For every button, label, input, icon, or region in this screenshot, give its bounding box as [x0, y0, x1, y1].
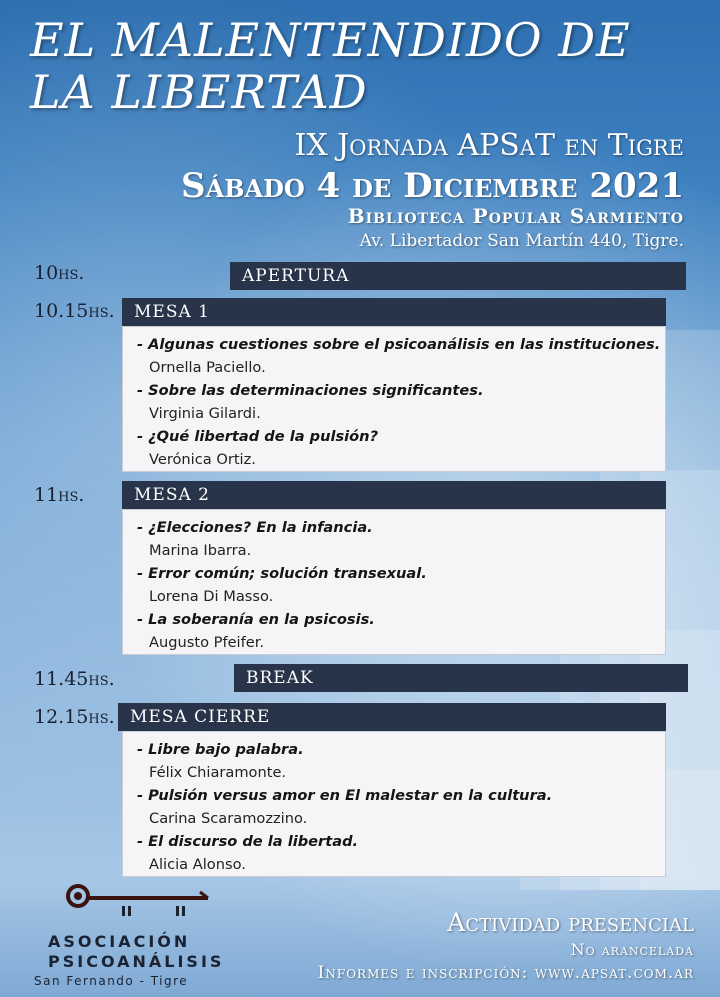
- apertura-bar: APERTURA: [230, 262, 686, 290]
- mesa-2-panel: [122, 509, 666, 655]
- info-link[interactable]: Informes e inscripción: www.apsat.com.ar: [317, 963, 694, 983]
- talk-title: - ¿Qué libertad de la pulsión?: [137, 428, 379, 445]
- event-name: IX Jornada APSaT en Tigre: [294, 128, 684, 163]
- talk-author: Lorena Di Masso.: [149, 588, 274, 605]
- logo-text-line-1: ASOCIACIÓN: [48, 932, 191, 951]
- modality-text: Actividad presencial: [447, 908, 694, 937]
- talk-author: Marina Ibarra.: [149, 542, 252, 559]
- fee-text: No arancelada: [570, 940, 694, 959]
- talk-author: Augusto Pfeifer.: [149, 634, 265, 651]
- mesa-2-bar: MESA 2: [122, 481, 666, 509]
- event-venue: Biblioteca Popular Sarmiento: [347, 204, 684, 228]
- poster-title: [30, 14, 690, 118]
- mesa-cierre-panel: [122, 731, 666, 877]
- talk-item: [137, 379, 665, 425]
- talk-title: - Error común; solución transexual.: [137, 565, 427, 582]
- apsat-logo: [34, 880, 225, 995]
- talk-author: Virginia Gilardi.: [149, 405, 261, 422]
- time-11: 11hs.: [34, 484, 85, 506]
- talk-title: - Pulsión versus amor en El malestar en la cultura.: [137, 787, 553, 804]
- talk-item: [137, 425, 665, 471]
- talk-author: Félix Chiaramonte.: [149, 764, 287, 781]
- talk-item: [137, 784, 665, 830]
- mesa-cierre-bar: MESA CIERRE: [118, 703, 666, 731]
- talk-author: Verónica Ortiz.: [149, 451, 256, 468]
- talk-author: Ornella Paciello.: [149, 359, 266, 376]
- mesa-1-panel: [122, 326, 666, 472]
- talk-title: - El discurso de la libertad.: [137, 833, 359, 850]
- talk-item: [137, 738, 665, 784]
- talk-title: - La soberanía en la psicosis.: [137, 611, 375, 628]
- event-date: Sábado 4 de Diciembre 2021: [181, 166, 684, 206]
- mesa-1-bar: MESA 1: [122, 298, 666, 326]
- talk-author: Alicia Alonso.: [149, 856, 246, 873]
- talk-title: - Algunas cuestiones sobre el psicoanálisis en las instituciones.: [137, 336, 661, 353]
- time-1015: 10.15hs.: [34, 300, 115, 322]
- time-10: 10hs.: [34, 262, 85, 284]
- key-logo-icon: [64, 880, 214, 930]
- talk-title: - ¿Elecciones? En la infancia.: [137, 519, 373, 536]
- talk-item: [137, 516, 665, 562]
- break-bar: BREAK: [234, 664, 688, 692]
- title-line-2: LA LIBERTAD: [30, 65, 368, 119]
- talk-item: [137, 608, 665, 654]
- time-1215: 12.15hs.: [34, 706, 115, 728]
- time-1145: 11.45hs.: [34, 668, 115, 690]
- logo-text-line-3: San Fernando - Tigre: [34, 974, 189, 988]
- event-address: Av. Libertador San Martín 440, Tigre.: [359, 231, 684, 251]
- talk-item: [137, 562, 665, 608]
- talk-item: [137, 830, 665, 876]
- talk-author: Carina Scaramozzino.: [149, 810, 308, 827]
- talk-title: - Libre bajo palabra.: [137, 741, 304, 758]
- talk-item: [137, 333, 665, 379]
- logo-text-line-2: PSICOANÁLISIS: [48, 952, 225, 971]
- title-line-1: EL MALENTENDIDO DE: [30, 13, 631, 67]
- talk-title: - Sobre las determinaciones significantes.: [137, 382, 484, 399]
